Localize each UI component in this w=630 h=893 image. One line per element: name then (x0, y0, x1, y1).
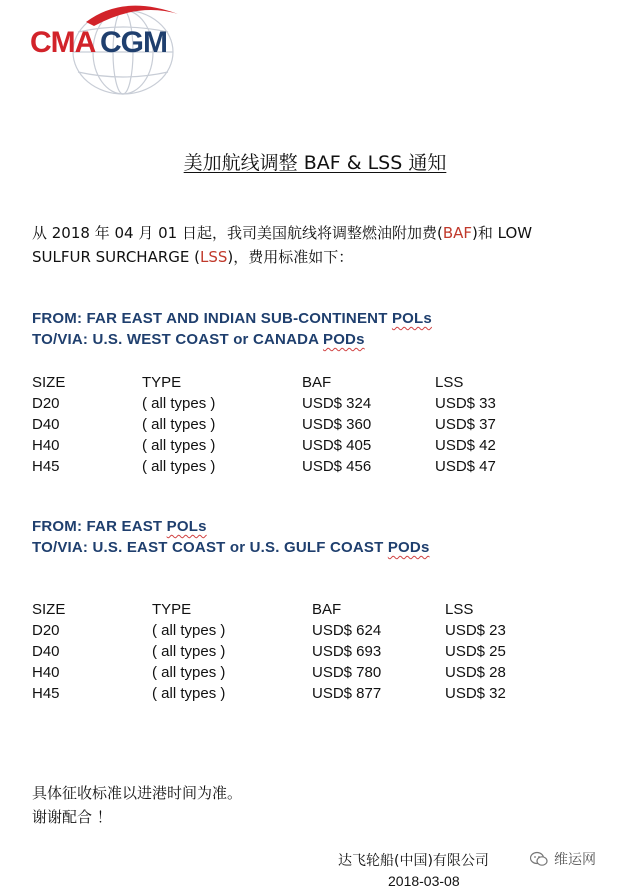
column-header: SIZE (32, 601, 66, 618)
table-cell: USD$ 28 (445, 664, 506, 681)
table-cell: ( all types ) (142, 395, 216, 412)
table-cell: USD$ 42 (435, 437, 496, 454)
lss-highlight: LSS (200, 248, 228, 266)
surcharge-table-2 (32, 599, 592, 709)
table-cell: H40 (32, 437, 60, 454)
table-cell: USD$ 693 (312, 643, 382, 660)
company-name: 达飞轮船(中国)有限公司 (338, 853, 489, 869)
section-1-to: TO/VIA: U.S. WEST COAST or CANADA PODs (32, 331, 365, 348)
intro-text: )和 LOW (472, 224, 533, 242)
table-cell: USD$ 624 (312, 622, 382, 639)
intro-line-2 (32, 246, 353, 268)
table-cell: ( all types ) (152, 685, 226, 702)
intro-line-1 (32, 222, 532, 244)
column-header: LSS (445, 601, 474, 618)
table-cell: USD$ 32 (445, 685, 506, 702)
table-cell: D20 (32, 395, 60, 412)
cma-cgm-logo (28, 0, 188, 100)
column-header: BAF (312, 601, 342, 618)
table-cell: D20 (32, 622, 60, 639)
notice-title: 美加航线调整 BAF & LSS 通知 (183, 152, 447, 174)
table-cell: D40 (32, 643, 60, 660)
watermark (530, 849, 596, 869)
logo-cma-text: CMA (30, 26, 96, 59)
notice-date: 2018-03-08 (388, 873, 460, 889)
column-header: SIZE (32, 374, 66, 391)
table-cell: ( all types ) (142, 416, 216, 433)
intro-text: SULFUR SURCHARGE ( (32, 248, 200, 266)
table-cell: USD$ 324 (302, 395, 372, 412)
table-cell: USD$ 37 (435, 416, 496, 433)
intro-text: 从 2018 年 04 月 01 日起，我司美国航线将调整燃油附加费( (32, 224, 443, 242)
table-cell: ( all types ) (152, 622, 226, 639)
table-cell: D40 (32, 416, 60, 433)
column-header: TYPE (152, 601, 192, 618)
table-cell: H40 (32, 664, 60, 681)
footer-note: 具体征收标准以进港时间为准。 (32, 784, 243, 802)
table-cell: USD$ 25 (445, 643, 506, 660)
wechat-icon (530, 851, 548, 867)
surcharge-table-1 (32, 372, 592, 482)
table-cell: USD$ 456 (302, 458, 372, 475)
column-header: BAF (302, 374, 332, 391)
table-cell: ( all types ) (142, 437, 216, 454)
baf-highlight: BAF (442, 224, 472, 242)
section-2-from: FROM: FAR EAST POLs (32, 518, 207, 535)
footer-thanks: 谢谢配合 ！ (32, 808, 112, 826)
table-cell: USD$ 47 (435, 458, 496, 475)
table-cell: USD$ 877 (312, 685, 382, 702)
table-cell: ( all types ) (142, 458, 216, 475)
table-cell: USD$ 780 (312, 664, 382, 681)
table-cell: ( all types ) (152, 664, 226, 681)
section-2-to: TO/VIA: U.S. EAST COAST or U.S. GULF COAST PODs (32, 539, 430, 556)
table-cell: USD$ 360 (302, 416, 372, 433)
column-header: TYPE (142, 374, 182, 391)
table-cell: ( all types ) (152, 643, 226, 660)
watermark-text: 维运网 (554, 852, 596, 868)
logo-cgm-text: CGM (100, 26, 167, 59)
table-cell: H45 (32, 458, 60, 475)
column-header: LSS (435, 374, 464, 391)
section-1-from: FROM: FAR EAST AND INDIAN SUB-CONTINENT POLs (32, 310, 432, 327)
table-cell: USD$ 23 (445, 622, 506, 639)
intro-text: )，费用标准如下： (227, 248, 354, 266)
table-cell: H45 (32, 685, 60, 702)
table-cell: USD$ 33 (435, 395, 496, 412)
table-cell: USD$ 405 (302, 437, 372, 454)
